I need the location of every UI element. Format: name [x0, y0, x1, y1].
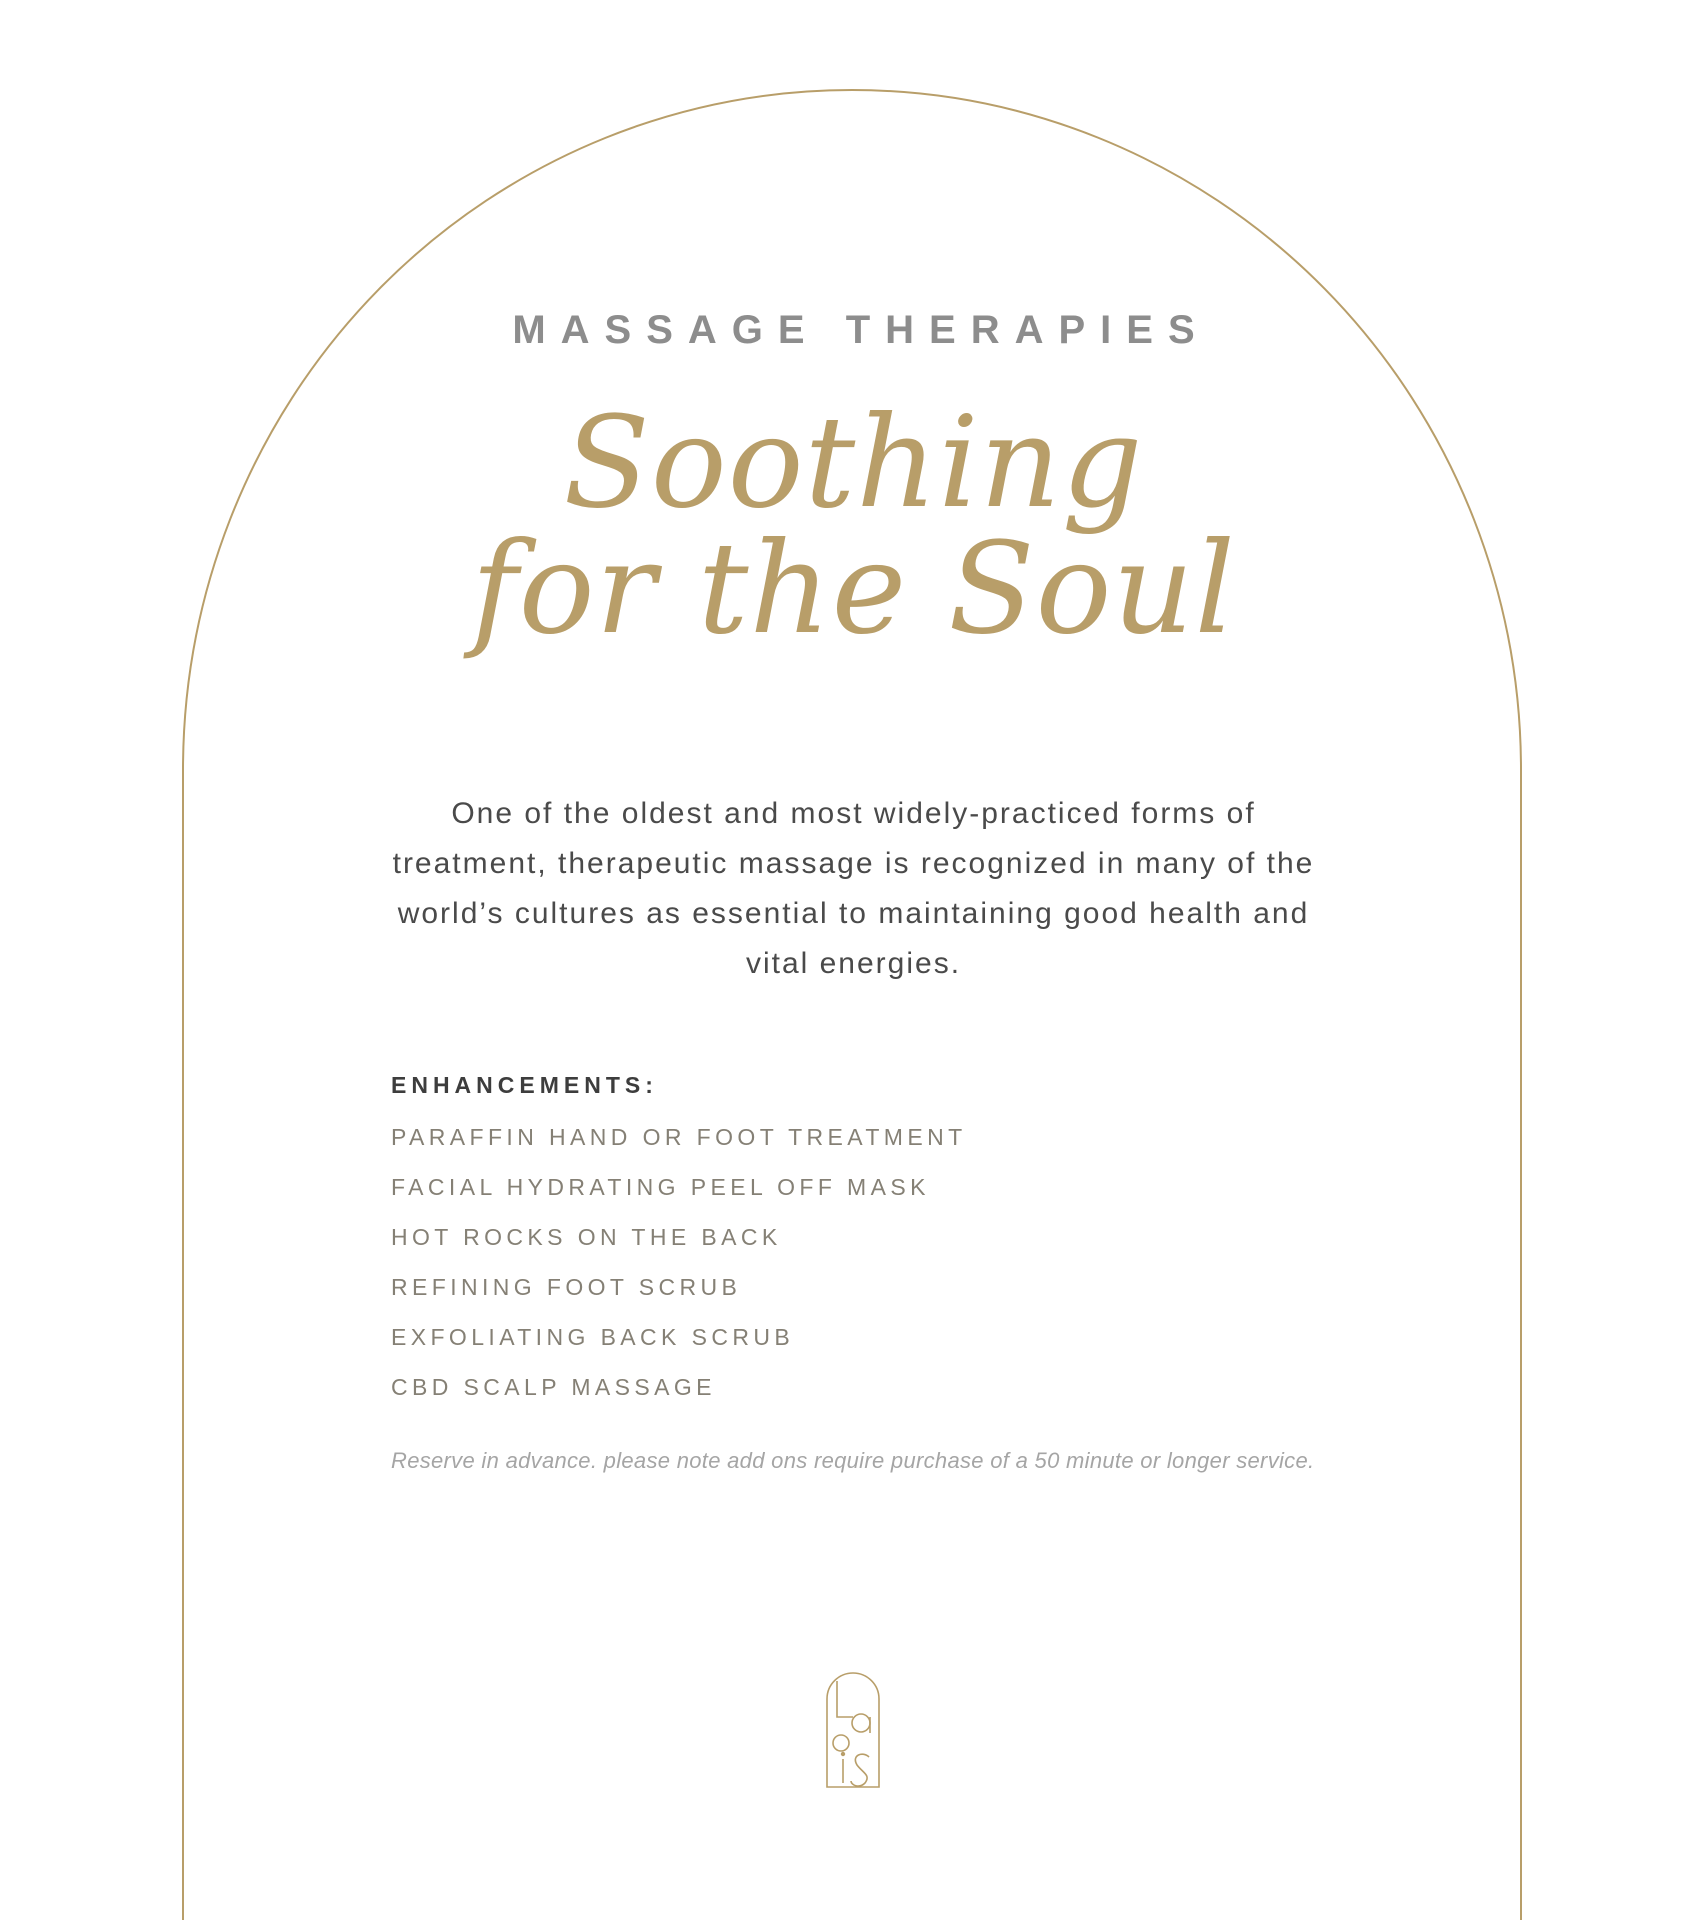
reservation-note: Reserve in advance. please note add ons require purchase of a 50 minute or longer service. [391, 1448, 1315, 1473]
enhancement-item: CBD SCALP MASSAGE [391, 1374, 716, 1400]
enhancements-title: ENHANCEMENTS: [391, 1072, 658, 1098]
enhancement-item: PARAFFIN HAND OR FOOT TREATMENT [391, 1124, 967, 1150]
enhancements-list [391, 1112, 967, 1412]
intro-paragraph: One of the oldest and most widely-practiced forms of treatment, therapeutic massage is recognized in many of the world’s cultures as essential to maintaining good health and vital energies. [392, 797, 1315, 980]
laris-monogram-logo-icon [823, 1669, 883, 1789]
headline-line-1: Soothing [563, 389, 1144, 536]
enhancement-item: HOT ROCKS ON THE BACK [391, 1224, 782, 1250]
enhancement-item: EXFOLIATING BACK SCRUB [391, 1324, 795, 1350]
enhancement-item: REFINING FOOT SCRUB [391, 1274, 742, 1300]
headline-line-2: for the Soul [471, 515, 1236, 662]
section-eyebrow: MASSAGE THERAPIES [512, 308, 1210, 352]
enhancement-item: FACIAL HYDRATING PEEL OFF MASK [391, 1174, 930, 1200]
